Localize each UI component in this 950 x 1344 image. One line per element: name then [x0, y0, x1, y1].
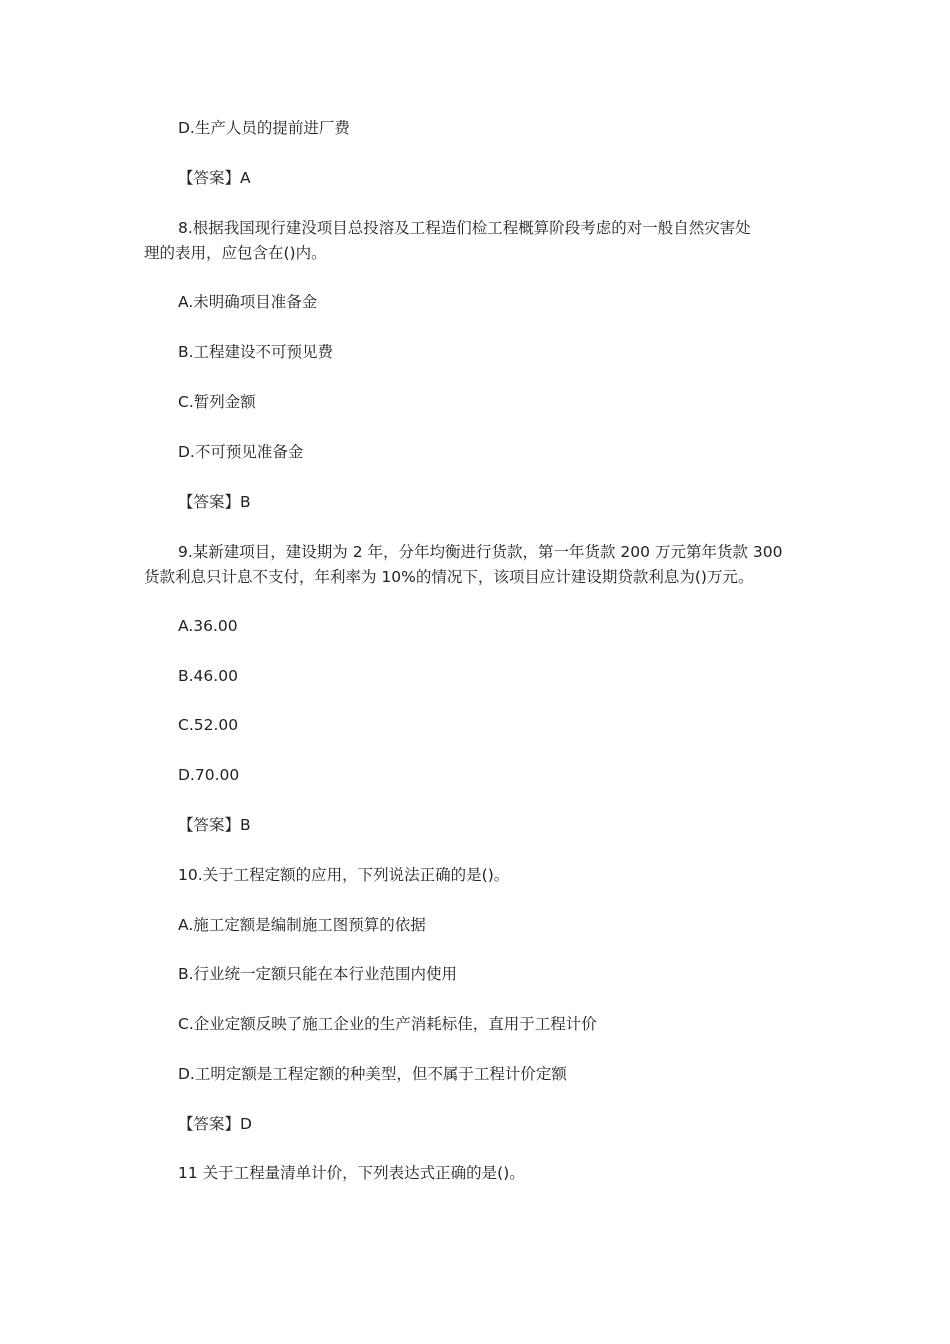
option-d-q10: D.工明定额是工程定额的种美型，但不属于工程计价定额	[178, 1065, 567, 1083]
question-8-line-1: 8.根据我国现行建没项目总投溶及工程造们检工程概算阶段考虑的对一般自然灾害处	[178, 219, 751, 237]
option-b-q10: B.行业统一定额只能在本行业范围内使用	[178, 965, 458, 983]
option-d-q8: D.不可预见准备金	[178, 443, 304, 461]
option-b-q8: B.工程建设不可预见费	[178, 343, 334, 361]
question-11: 11 关于工程量清单计价，下列表达式正确的是()。	[178, 1164, 525, 1182]
option-b-q9: B.46.00	[178, 667, 238, 685]
option-d-q9: D.70.00	[178, 766, 240, 784]
option-a-q8: A.未明确项目准备金	[178, 293, 318, 311]
option-d-q7: D.生产人员的提前进厂费	[178, 119, 350, 137]
option-a-q10: A.施工定额是编制施工图预算的依据	[178, 916, 426, 934]
option-a-q9: A.36.00	[178, 617, 238, 635]
answer-q9: 【答案】B	[178, 816, 251, 834]
answer-q7: 【答案】A	[178, 169, 251, 187]
question-10: 10.关于工程定额的应用，下列说法正确的是()。	[178, 866, 510, 884]
question-9-line-2: 货款利息只计息不支付，年利率为 10%的情况下，该项目应计建设期贷款利息为()万元。	[144, 568, 754, 586]
answer-q8: 【答案】B	[178, 493, 251, 511]
answer-q10: 【答案】D	[178, 1115, 252, 1133]
option-c-q10: C.企业定额反映了施工企业的生产消耗标佳，直用于工程计价	[178, 1015, 597, 1033]
question-8-line-2: 理的表用，应包含在()内。	[144, 244, 327, 262]
question-9-line-1: 9.某新建项目，建设期为 2 年，分年均衡进行货款，第一年货款 200 万元第年货款 300	[178, 543, 783, 561]
option-c-q9: C.52.00	[178, 716, 239, 734]
option-c-q8: C.暂列金额	[178, 393, 256, 411]
